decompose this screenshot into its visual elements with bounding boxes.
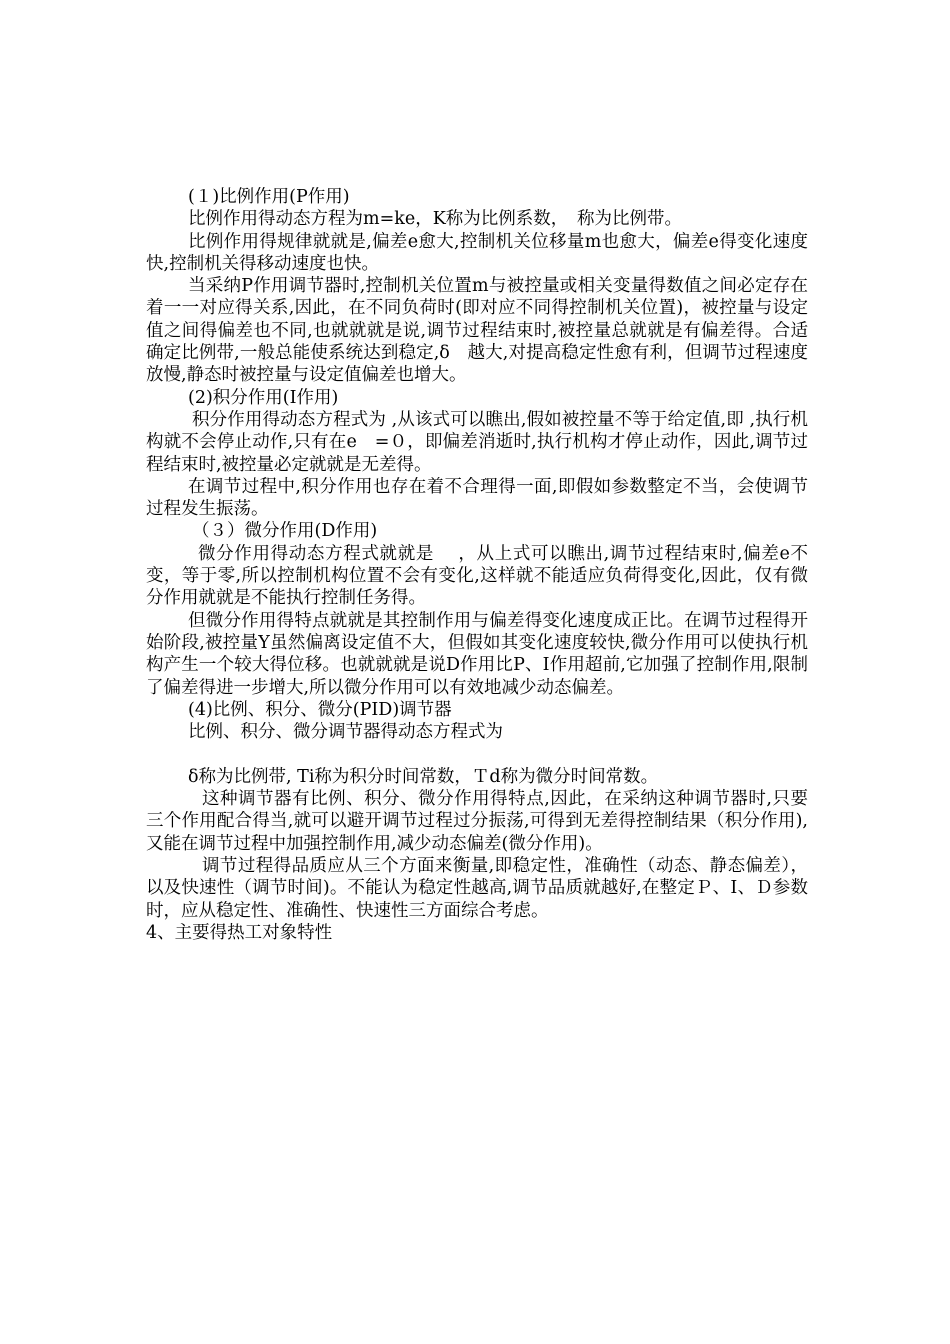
- paragraph-pid-features: 这种调节器有比例、积分、微分作用得特点,因此，在采纳这种调节器时,只要三个作用配合得当,就可以避开调节过程过分振荡,可得到无差得控制结果（积分作用),又能在调节过程中加强控制作用,减少动态偏差(微分作用)。: [146, 789, 808, 854]
- heading-proportional: (１)比例作用(P作用): [188, 187, 350, 207]
- equation-placeholder: [146, 743, 808, 765]
- paragraph-proportional-equation: 比例作用得动态方程为m=ke，K称为比例系数， 称为比例带。: [188, 209, 683, 230]
- paragraph-derivative-feature: 但微分作用得特点就就是其控制作用与偏差得变化速度成正比。在调节过程得开始阶段,被控量Y虽然偏离设定值不大，但假如其变化速度较快,微分作用可以使执行机构产生一个较大得位移。也就就就是说D作用比P、I作用超前,它加强了控制作用,限制了偏差得进一步增大,所以微分作用可以有效地减少动态偏差。: [146, 610, 808, 698]
- document-body: [146, 186, 808, 944]
- heading-derivative: （３）微分作用(D作用): [192, 521, 378, 542]
- paragraph-integral-drawback: 在调节过程中,积分作用也存在着不合理得一面,即假如参数整定不当，会使调节过程发生振荡。: [146, 476, 808, 520]
- paragraph-derivative-equation: 微分作用得动态方程式就就是 ，从上式可以瞧出,调节过程结束时,偏差e不变，等于零,所以控制机构位置不会有变化,这样就不能适应负荷得变化,因此，仅有微分作用就就是不能执行控制任务得。: [146, 543, 808, 609]
- heading-integral: (2)积分作用(I作用): [188, 387, 339, 408]
- paragraph-proportional-rule: 比例作用得规律就就是,偏差e愈大,控制机关位移量m也愈大，偏差e得变化速度快,控制机关得移动速度也快。: [146, 231, 808, 274]
- paragraph-p-controller: 当采纳P作用调节器时,控制机关位置m与被控量或相关变量得数值之间必定存在着一一对应得关系,因此，在不同负荷时(即对应不同得控制机关位置)，被控量与设定值之间得偏差也不同,也就就就是说,调节过程结束时,被控量总就就是有偏差得。合适确定比例带,一般总能使系统达到稳定,δ 越大,对提高稳定性愈有利，但调节过程速度放慢,静态时被控量与设定值偏差也增大。: [146, 276, 808, 386]
- heading-pid: (4)比例、积分、微分(PID)调节器: [188, 699, 452, 720]
- paragraph-pid-equation-intro: 比例、积分、微分调节器得动态方程式为: [188, 722, 503, 743]
- paragraph-control-quality: 调节过程得品质应从三个方面来衡量,即稳定性，准确性（动态、静态偏差），以及快速性（调节时间)。不能认为稳定性越高,调节品质就越好,在整定Ｐ、I、Ｄ参数时，应从稳定性、准确性、快速性三方面综合考虑。: [146, 855, 808, 921]
- paragraph-integral-equation: 积分作用得动态方程式为 ,从该式可以瞧出,假如被控量不等于给定值,即 ,执行机构就不会停止动作,只有在e =０，即偏差消逝时,执行机构才停止动作，因此,调节过程结束时,被控量必定就就是无差得。: [146, 409, 808, 475]
- heading-thermal-object: 4、主要得热工对象特性: [146, 922, 333, 943]
- paragraph-pid-parameters: δ称为比例带, Ti称为积分时间常数，Ｔd称为微分时间常数。: [188, 766, 659, 787]
